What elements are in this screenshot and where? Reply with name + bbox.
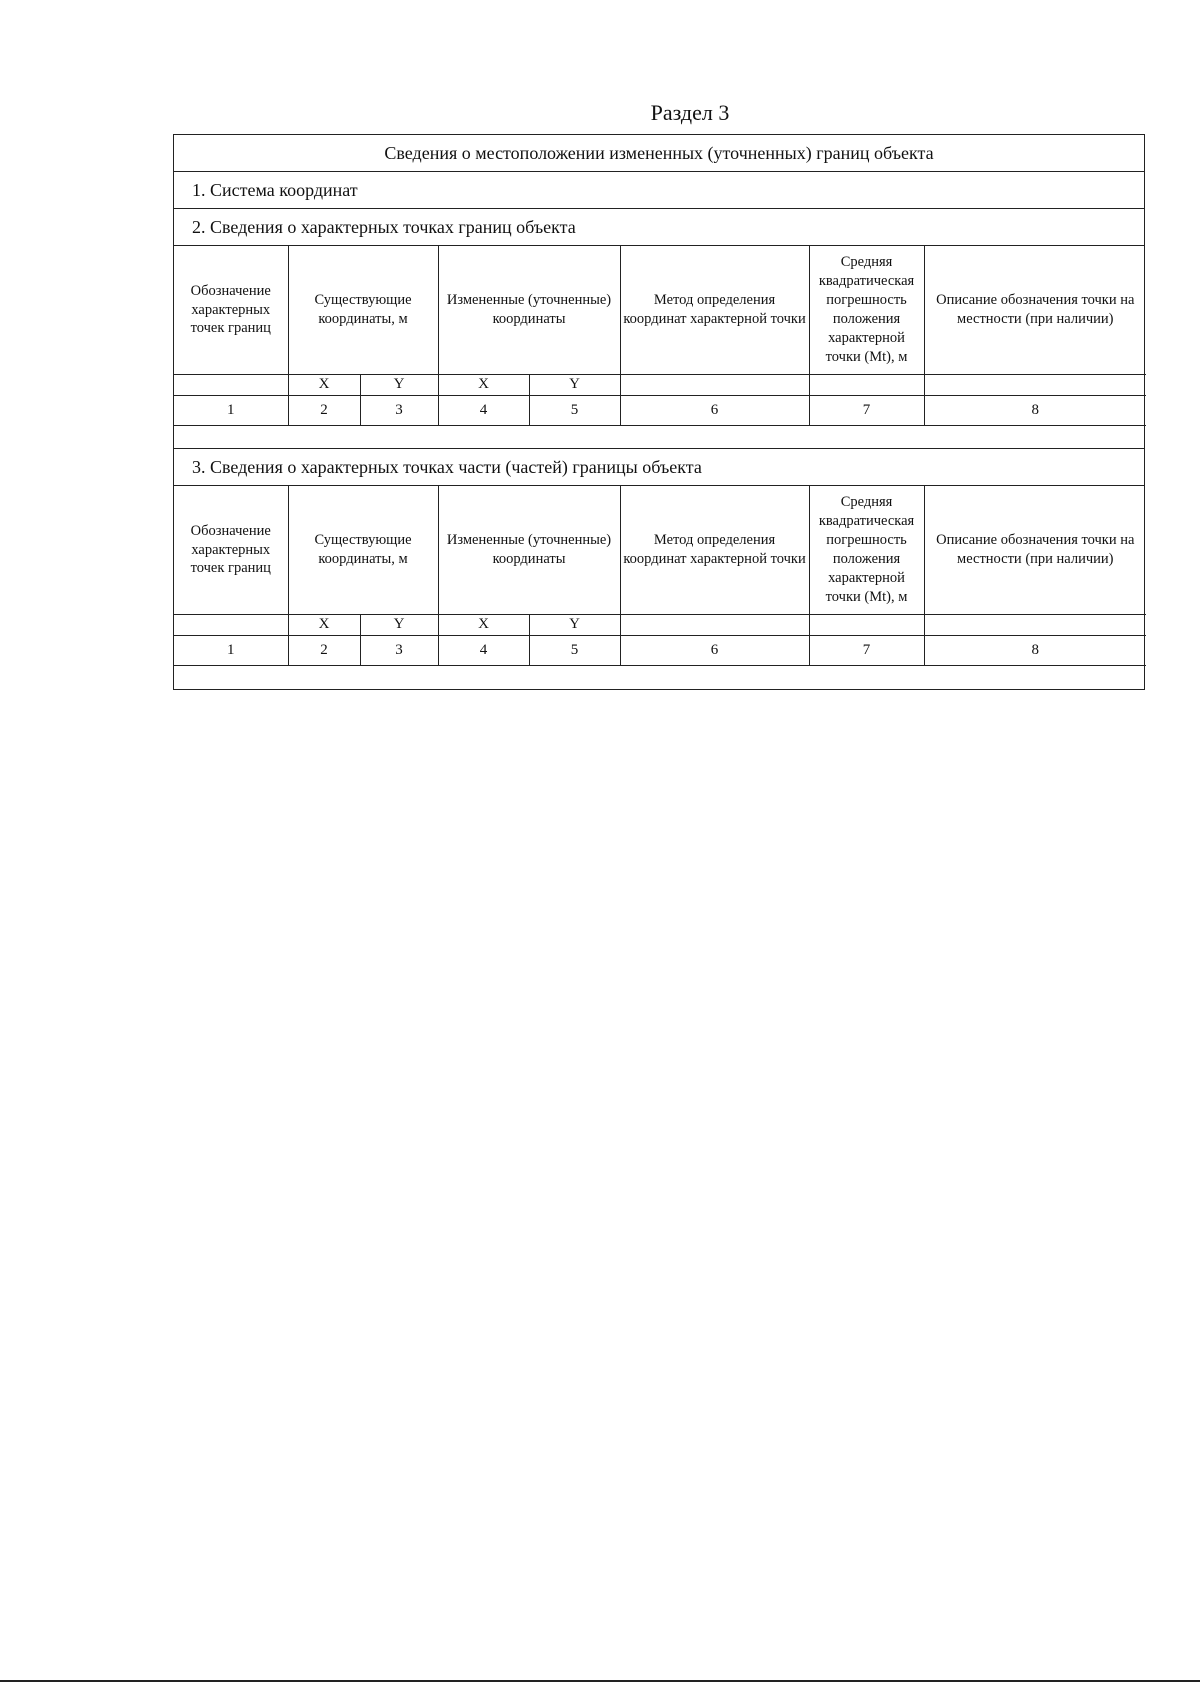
col-changed-coordinates: Измененные (уточненные) координаты	[438, 486, 620, 615]
part-boundary-points-heading: 3. Сведения о характерных точках части (частей) границы объекта	[174, 449, 1144, 486]
subheader-blank	[924, 375, 1146, 396]
column-number: 2	[288, 636, 360, 666]
column-number: 6	[620, 396, 809, 426]
column-number: 7	[809, 396, 924, 426]
subheader-y: Y	[529, 615, 620, 636]
boundary-points-heading: 2. Сведения о характерных точках границ объекта	[174, 209, 1144, 246]
column-number: 1	[174, 636, 288, 666]
header-row	[174, 486, 1146, 615]
column-number: 1	[174, 396, 288, 426]
subheader-blank	[620, 615, 809, 636]
table-heading: Сведения о местоположении измененных (уточненных) границ объекта	[174, 135, 1144, 172]
empty-row	[174, 426, 1144, 449]
subheader-y: Y	[360, 375, 438, 396]
subheader-blank	[174, 375, 288, 396]
column-number: 3	[360, 636, 438, 666]
subheader-x: X	[438, 615, 529, 636]
subheader-x: X	[288, 375, 360, 396]
subheader-blank	[809, 615, 924, 636]
col-description: Описание обозначения точки на местности (при наличии)	[924, 486, 1146, 615]
subheader-y: Y	[529, 375, 620, 396]
page-bottom-rule	[0, 1680, 1200, 1682]
boundary-table	[173, 134, 1145, 690]
column-number: 5	[529, 396, 620, 426]
subheader-row	[174, 375, 1146, 396]
column-number: 4	[438, 636, 529, 666]
col-existing-coordinates: Существующие координаты, м	[288, 486, 438, 615]
col-method: Метод определения координат характерной точки	[620, 486, 809, 615]
col-error: Средняя квадратическая погрешность положения характерной точки (Mt), м	[809, 246, 924, 375]
part-boundary-points-table	[174, 486, 1146, 666]
column-number: 7	[809, 636, 924, 666]
column-number: 2	[288, 396, 360, 426]
subheader-blank	[809, 375, 924, 396]
col-changed-coordinates: Измененные (уточненные) координаты	[438, 246, 620, 375]
col-error: Средняя квадратическая погрешность положения характерной точки (Mt), м	[809, 486, 924, 615]
subheader-blank	[620, 375, 809, 396]
column-number: 3	[360, 396, 438, 426]
col-point-designation: Обозначение характерных точек границ	[174, 246, 288, 375]
column-number: 8	[924, 636, 1146, 666]
boundary-points-table	[174, 246, 1146, 426]
column-number: 4	[438, 396, 529, 426]
column-number-row	[174, 396, 1146, 426]
coordinate-system-row: 1. Система координат	[174, 172, 1144, 209]
col-description: Описание обозначения точки на местности (при наличии)	[924, 246, 1146, 375]
col-existing-coordinates: Существующие координаты, м	[288, 246, 438, 375]
subheader-row	[174, 615, 1146, 636]
column-number-row	[174, 636, 1146, 666]
column-number: 8	[924, 396, 1146, 426]
col-method: Метод определения координат характерной точки	[620, 246, 809, 375]
header-row	[174, 246, 1146, 375]
subheader-blank	[174, 615, 288, 636]
section-title: Раздел 3	[650, 100, 730, 125]
subheader-y: Y	[360, 615, 438, 636]
subheader-x: X	[438, 375, 529, 396]
column-number: 6	[620, 636, 809, 666]
col-point-designation: Обозначение характерных точек границ	[174, 486, 288, 615]
column-number: 5	[529, 636, 620, 666]
subheader-x: X	[288, 615, 360, 636]
empty-row	[174, 666, 1144, 689]
subheader-blank	[924, 615, 1146, 636]
